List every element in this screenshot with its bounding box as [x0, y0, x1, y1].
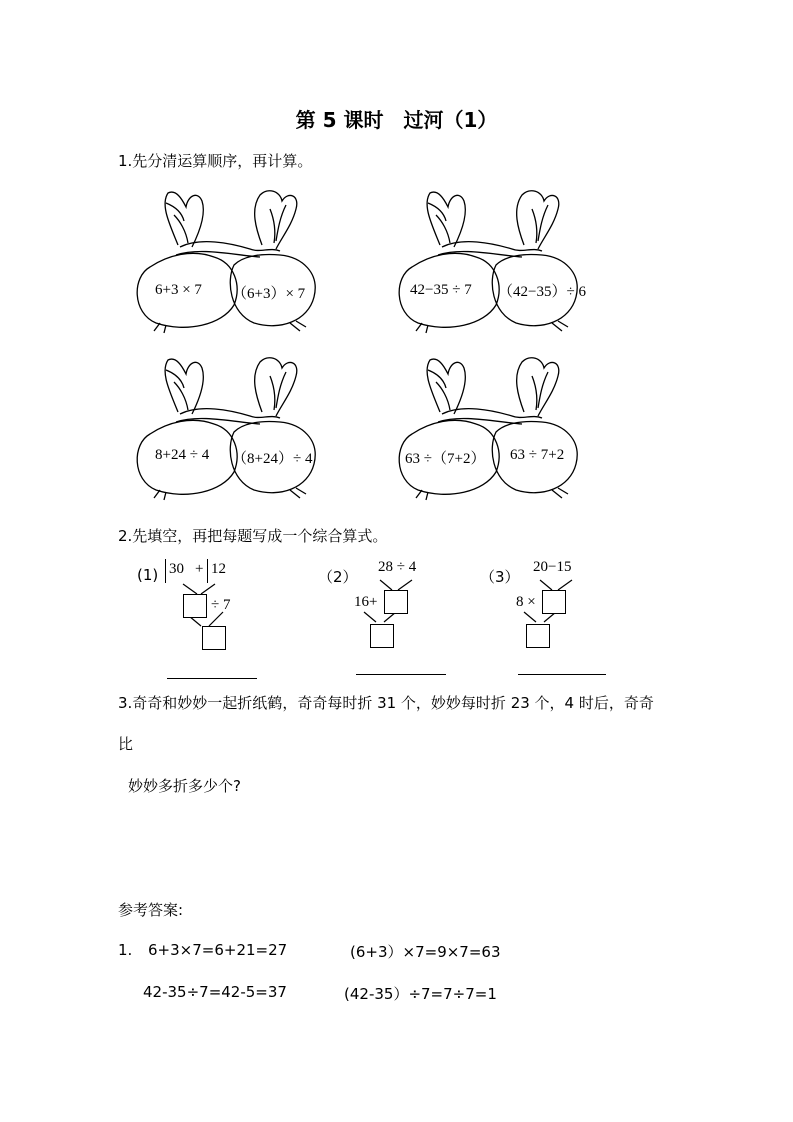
q2-item-1-answer-line[interactable] [167, 678, 257, 679]
q2-item-2-blank-2[interactable] [370, 624, 394, 648]
q2-item-3-blank-1[interactable] [542, 590, 566, 614]
q2-item-2-number: （2） [318, 568, 358, 586]
q2-item-1-a: 30 [169, 561, 184, 577]
q2-item-2-blank-1[interactable] [384, 590, 408, 614]
radish-2-left-expr: 42−35 ÷ 7 [410, 282, 472, 298]
bracket-line [207, 559, 208, 583]
q2-item-1-b: 12 [211, 561, 226, 577]
radish-pair-drawing [392, 185, 592, 335]
q2-item-1-op2: ÷ 7 [211, 597, 231, 613]
page-title: 第 5 课时 过河（1） [295, 108, 498, 132]
question-3-line-1: 3.奇奇和妙妙一起折纸鹤，奇奇每时折 31 个，妙妙每时折 23 个，4 时后，奇奇 [118, 694, 654, 712]
question-1-label: 1.先分清运算顺序，再计算。 [118, 152, 313, 170]
question-2-label: 2.先填空，再把每题写成一个综合算式。 [118, 527, 388, 545]
answers-label: 参考答案: [118, 901, 184, 919]
q2-item-2-left: 16+ [354, 594, 378, 610]
question-3-line-2: 比 [118, 735, 134, 753]
radish-pair-2 [392, 185, 592, 335]
q2-item-3-left: 8 × [516, 594, 536, 610]
q2-item-3-blank-2[interactable] [526, 624, 550, 648]
answer-1c: 42-35÷7=42-5=37 [143, 983, 287, 1001]
radish-2-right-expr: （42−35）÷ 6 [498, 284, 586, 300]
radish-pair-drawing [130, 352, 330, 502]
q2-item-1-blank-1[interactable] [183, 594, 207, 618]
bracket-line [165, 559, 166, 583]
question-3-line-3: 妙妙多折多少个? [128, 777, 241, 795]
radish-pair-drawing [392, 352, 592, 502]
radish-3-right-expr: （8+24）÷ 4 [232, 451, 313, 467]
q2-item-1-blank-2[interactable] [202, 626, 226, 650]
radish-1-right-expr: （6+3）× 7 [232, 286, 306, 302]
radish-4-right-expr: 63 ÷ 7+2 [510, 447, 565, 463]
answer-1b: (6+3）×7=9×7=63 [350, 943, 501, 961]
q2-item-3-number: （3） [480, 568, 520, 586]
q2-item-2-top: 28 ÷ 4 [378, 559, 417, 575]
q2-item-1-number: (1) [137, 566, 159, 584]
q2-item-3-answer-line[interactable] [518, 674, 606, 675]
radish-1-left-expr: 6+3 × 7 [155, 282, 202, 298]
q2-item-1-op: + [195, 561, 204, 577]
radish-3-left-expr: 8+24 ÷ 4 [155, 447, 210, 463]
q2-item-3-top: 20−15 [533, 559, 572, 575]
radish-pair-3 [130, 352, 330, 502]
radish-4-left-expr: 63 ÷（7+2） [405, 451, 486, 467]
radish-pair-drawing [130, 185, 330, 335]
radish-pair-1 [130, 185, 330, 335]
q2-item-2-answer-line[interactable] [356, 674, 446, 675]
answer-1-number: 1. [118, 941, 133, 959]
answer-1d: (42-35）÷7=7÷7=1 [344, 985, 497, 1003]
radish-pair-4 [392, 352, 592, 502]
answer-1a: 6+3×7=6+21=27 [148, 941, 288, 959]
